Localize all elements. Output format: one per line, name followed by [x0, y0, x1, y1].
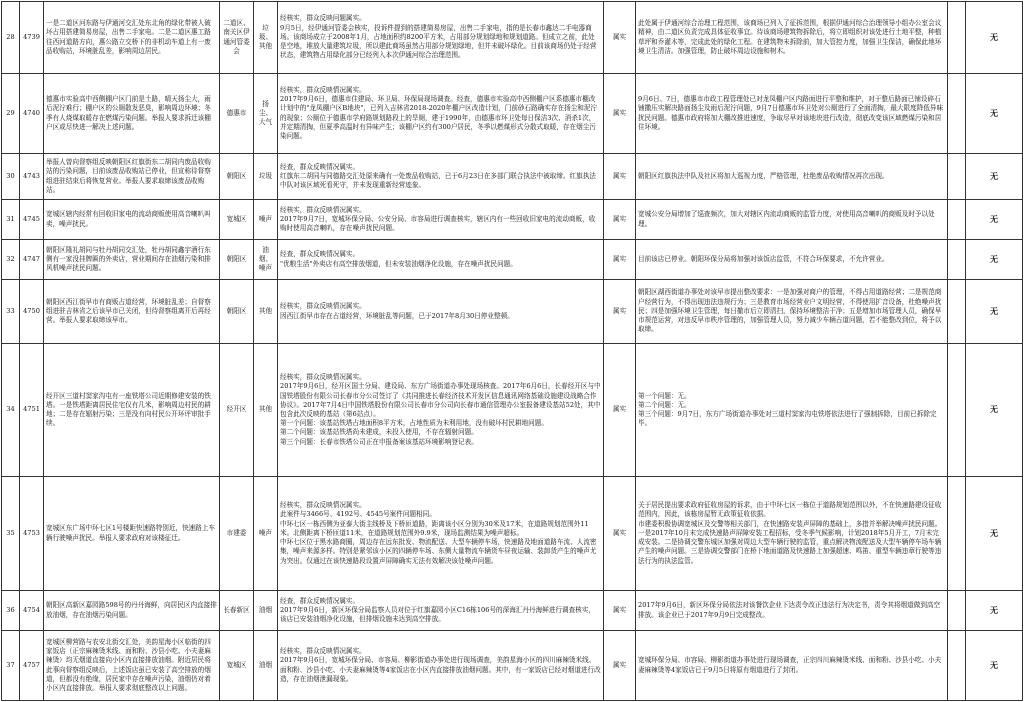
responsible-area: 宽城区 [220, 200, 254, 240]
row-number: 36 [2, 591, 20, 631]
extra-column [948, 631, 966, 701]
table-row [2, 280, 1023, 344]
table-row [2, 344, 1023, 477]
pollution-type: 噪声 [254, 200, 278, 240]
table-row [2, 477, 1023, 591]
rectification-actions: 2017年9月6日，新区环保分局依法对该餐饮企业下达责令改正违法行为决定书，责令其将烟道做到高空排放。该企业已于2017年9月9日完成整改。 [636, 591, 948, 631]
complaint-table [1, 1, 1023, 701]
table-row [2, 2, 1023, 74]
truth-status: 属实 [604, 240, 636, 280]
rectification-actions: 目前该店已停业。朝阳环保分局将加强对该饭店监管，不符合环保要求，不允许营业。 [636, 240, 948, 280]
investigation-findings: 经查，群众反映情况属实。 "优粮生活"外卖店有高空排放烟道，但未安装油烟净化设施，存在噪声扰民问题。 [278, 240, 604, 280]
pollution-type: 油烟、噪声 [254, 240, 278, 280]
extra-column [948, 344, 966, 477]
complaint-description: 一是二道区河东路与伊通河交汇处东北角的绿化带被人破坏占用搭建简易房屋，出售二手家电。二是二道区惠工路往西河道路方向，惠公路立交桥下的非机动车道上有一废品收购站，环境脏乱差，影响周边居民。 [44, 2, 220, 74]
extra-column [948, 280, 966, 344]
case-id: 4757 [20, 631, 44, 701]
case-id: 4751 [20, 344, 44, 477]
case-id: 4747 [20, 240, 44, 280]
complaint-description: 举报人曾向督察组反映朝阳区红旗街东二胡同内废品收购站的污染问题，目前该废品收购站已停业，但宣称待督察组进驻结束后将恢复营业。举报人要求取缔该废品收购站。 [44, 154, 220, 200]
investigation-findings: 经查，群众反映情况属实。 2017年9月6日，新区环保分局监察人员对位于红旗嘉园小区C16栋106号的深海汇丹丹海鲜进行调查核实，该店已安装油烟净化设施，但排烟设施未达到高空排放。 [278, 591, 604, 631]
rectification-actions: 第一个问题：无。 第二个问题：无。 第三个问题：9月7日，东方广场街道办事处对三道村窦家沟屯铁塔依法进行了强制拆除，目前已拆除完毕。 [636, 344, 948, 477]
pollution-type: 垃圾、其他 [254, 2, 278, 74]
row-number: 37 [2, 631, 20, 701]
case-id: 4750 [20, 280, 44, 344]
rectification-actions: 关于居民提出要求政府征收房屋的诉求，由于中环七区一栋位于道路规划范围以外，不在快速路建设征收范围内，因此，该栋房屋暂无政策征收依据。 市建委积极协调宽城区及交警等相关部门，在快速路安装声屏障的基础上，多措并举解决噪声扰民问题。一是2017年10月末完成快速路声屏障安装工程招标，受冬季气候影响，计划2018年5月开工，7月末完成安装。二是协调交警东城区加强对周边大型车辆行驶的监管，重点解决物流配送及大型车辆停车场车辆产生的噪声问题。三是协调交警部门在桥下地面道路及快速路上加强超速、鸣笛、重型车辆违章行驶等违法行为的执法监管。 [636, 477, 948, 591]
investigation-findings: 经核实，群众反映情况属实。 因西江街早市存在占道经营，环境脏乱等问题，已于2017年8月30日停业整顿。 [278, 280, 604, 344]
table-row [2, 591, 1023, 631]
truth-status: 属实 [604, 631, 636, 701]
responsible-area: 德惠市 [220, 74, 254, 154]
rectification-actions: 9月6日、7日，德惠市市政工程管理处已对龙凤棚户区内路面进行平整和维护，对于整后路面已铺设碎石铺撒压实解决路面扬尘及雨后泥泞问题，9月7日德惠市环卫处对公厕进行了全面清掏，最大限度降低异味扰民问题。德惠市政府将加大棚改推进速度，争取尽早对该地块进行改造，彻底改变该区域燃煤污染和居住环境。 [636, 74, 948, 154]
truth-status: 属实 [604, 344, 636, 477]
pollution-type: 噪声 [254, 477, 278, 591]
truth-status: 属实 [604, 280, 636, 344]
accountability-result: 无 [966, 74, 1023, 154]
truth-status: 属实 [604, 200, 636, 240]
complaint-description: 朝阳区西江街早市有商贩占道经营，环境脏乱差；自督察组进驻吉林省之后该早市已关闭，但待督察组离开后再经营。举报人要求取缔该早市。 [44, 280, 220, 344]
investigation-findings: 经核实，群众反映情况属实。 2017年9月7日，宽城环保分局、公安分局、市容局进行调查核实，辖区内有一些回收旧家电的流动商贩，收购时使用高音喇叭，存在噪声扰民问题。 [278, 200, 604, 240]
extra-column [948, 74, 966, 154]
table-row [2, 631, 1023, 701]
pollution-type: 垃圾 [254, 154, 278, 200]
rectification-actions: 宽城环保分局、市容局、柳影街道办事处进行现场调查，正宗四川麻辣烫米线、面和粉、沙县小吃、小夫妻麻辣烫等4家饭店已于9月5日将原有烟道进行了封闭。 [636, 631, 948, 701]
complaint-description: 宽城区东广场中环七区1号楼距快速路特别近，快速路上车辆行驶噪声扰民。举报人要求政府对该楼征迁。 [44, 477, 220, 591]
rectification-actions: 朝阳区红旗执法中队及社区将加大巡视力度，严格管理，杜绝废品收购情况再次出现。 [636, 154, 948, 200]
responsible-area: 朝阳区 [220, 154, 254, 200]
investigation-findings: 经核实，群众反映情况属实。 2017年9月6日，宽城环保分局、市容局、柳影街道办事处进行现场调查，美韵星海小区的四川麻辣烫米线、面和粉、沙县小吃、小夫妻麻辣烫等4家饭店在小区内直接排放油烟问题。其中，有一家饭店已经对烟道进行改造，存在油烟泄漏现象。 [278, 631, 604, 701]
truth-status: 属实 [604, 154, 636, 200]
pollution-type: 油烟 [254, 591, 278, 631]
case-id: 4740 [20, 74, 44, 154]
table-row [2, 200, 1023, 240]
investigation-findings: 经核实，群众反映问题属实。 9月5日，经伊通河管委会核实，投诉件提到的搭建简易房屋，出售二手家电，指的是长春市鑫达二手电器商场。该商场成立于2008年1月，占地面积约8200平方米，占用部分规划绿地和规划道路。但成立之前，此处是空地，堆放大量建筑垃圾，所以建此商场虽然占用部分规划绿地，但并未破坏绿化。目前该商场仍处于经营状态，建筑物占用绿化部分已经列入本次伊通河综合治理范围。 [278, 2, 604, 74]
row-number: 32 [2, 240, 20, 280]
table-row [2, 74, 1023, 154]
accountability-result: 无 [966, 344, 1023, 477]
extra-column [948, 477, 966, 591]
row-number: 30 [2, 154, 20, 200]
complaint-description: 经开区三道村窦家沟屯有一座铁塔公司近期修建安装的铁塔。一是铁塔距离居民住宅仅有几米，影响周边村民的耕地；二是存在辐射污染；三是没有向村民公开环评审批手续。 [44, 344, 220, 477]
truth-status: 属实 [604, 591, 636, 631]
extra-column [948, 154, 966, 200]
responsible-area: 经开区 [220, 344, 254, 477]
accountability-result: 无 [966, 631, 1023, 701]
case-id: 4743 [20, 154, 44, 200]
responsible-area: 市建委 [220, 477, 254, 591]
investigation-findings: 经核实，群众反映情况属实。 2017年9月6日，经开区国土分局、建设局、东方广场街道办事处现场核查。2017年6月6日，长春经开区与中国铁塔股份有限公司长春市分公司签订了《共同推进长春经济技术开发区信息通讯网络基础设施建设战略合作协议》。2017年7月4日中国铁塔股份有限公司长春市分公司向长春市通信管理办公室报备建设基站52处，其中包含此次反映的基站（第6站点）。 第一个问题：该基站铁塔占地面积8平方米，占地性质为未利用地，没有破坏村民耕地问题。 第二个问题：该基站铁塔尚未建成，未投入使用，不存在辐射问题。 第三个问题：长春市铁塔公司正在申报备案该基站环境影响登记表。 [278, 344, 604, 477]
responsible-area: 宽城区 [220, 631, 254, 701]
accountability-result: 无 [966, 154, 1023, 200]
extra-column [948, 240, 966, 280]
extra-column [948, 200, 966, 240]
complaint-description: 宽城区柳营路与农安北街交汇处，美韵星海小区临街的四家饭店（正宗麻辣烫米线、面和粉、沙县小吃、小夫妻麻辣烫）均无烟道直接向小区内直接排放油烟。附近居民将此事向督察组反映后，上述饭店虽已安装了高空排放的烟道，但都没有绝缘，居民家中存在噪声污染，油烟仍对着小区内直接排放。举报人要求彻底整改以上问题。 [44, 631, 220, 701]
row-number: 33 [2, 280, 20, 344]
responsible-area: 长春新区 [220, 591, 254, 631]
table-row [2, 154, 1023, 200]
row-number: 28 [2, 2, 20, 74]
responsible-area: 朝阳区 [220, 240, 254, 280]
truth-status: 属实 [604, 74, 636, 154]
pollution-type: 油烟 [254, 631, 278, 701]
accountability-result: 无 [966, 240, 1023, 280]
accountability-result: 无 [966, 2, 1023, 74]
row-number: 35 [2, 477, 20, 591]
case-id: 4739 [20, 2, 44, 74]
investigation-findings: 经核实，群众反映情况属实。 2017年9月6日，德惠市住建局、环卫局、环保局现场调查。经查，德惠市实验高中西侧棚户区系德惠市棚改计划中的"龙凤棚户区B地块"，已列入吉林省2018-2020年棚户区改造计划，门前砂石路确实存在扬尘和泥泞的现象；公厕位于德惠市学府路规划路段上的旱厕，建于1990年，由德惠市环卫处每日保洁3次、消杀1次，并定期清掏，但夏季高温时有异味产生；该棚户区约有300户居民，冬季以燃煤形式分散式取暖，存在烟尘污染问题。 [278, 74, 604, 154]
case-id: 4754 [20, 591, 44, 631]
accountability-result: 无 [966, 280, 1023, 344]
pollution-type: 扬尘、大气 [254, 74, 278, 154]
table-row [2, 240, 1023, 280]
row-number: 31 [2, 200, 20, 240]
case-id: 4753 [20, 477, 44, 591]
rectification-actions: 宽城公安分局增加了巡查频次，加大对辖区内流动商贩的监管力度，对使用高音喇叭的商贩及时予以处理。 [636, 200, 948, 240]
rectification-actions: 此处属于伊通河综合治理工程范围，该商场已列入了征拆范围，根据伊通河综合治理领导小组办公室会议精神，由二道区负责完成具体征收事宜。待该商场建筑物拆除后，将立即组织对该处进行土地平整，种植草坪和乔灌木等，完成此处的绿化工程。在建筑物未拆除前，加大管控力度，加强卫生保洁，确保此地环境卫生清洁。加强管理，防止破坏周边设施和树木。 [636, 2, 948, 74]
accountability-result: 无 [966, 591, 1023, 631]
truth-status: 属实 [604, 2, 636, 74]
accountability-result: 无 [966, 200, 1023, 240]
row-number: 29 [2, 74, 20, 154]
extra-column [948, 2, 966, 74]
pollution-type: 其他 [254, 344, 278, 477]
pollution-type: 其他 [254, 280, 278, 344]
rectification-actions: 朝阳区湖西街道办事处对该早市提出整改要求：一是加强对商户的管理，不得占用道路经营；二是规范商户经营行为，不得出现违法违规行为；三是教育市场经营业户文明经营，不得使用扩音设备，杜绝噪声扰民；四是加强环境卫生管理，每日撤市后立即清扫，保持环境整洁干净；五是增加市场管理人员，确保早市规范运营，对违反早市秩序管理的，加强管理人员，努力减少车辆占道问题，若不能整改到位，将予以取缔。 [636, 280, 948, 344]
responsible-area: 朝阳区 [220, 280, 254, 344]
complaint-description: 朝阳区隆礼胡同与牡丹胡同交汇处，牡丹胡同鑫宇酒行东侧有一家没挂牌匾的外卖店，营业期间存在油烟污染和排风机噪声扰民问题。 [44, 240, 220, 280]
extra-column [948, 591, 966, 631]
responsible-area: 二道区、南关区伊通河管委会 [220, 2, 254, 74]
investigation-findings: 经核实，群众反映情况属实。 此案件与3466号、4192号、4545号案件问题相同。 中环七区一栋西侧为亚泰大街主线桥及下桥匝道路，距离该小区分别为30米及17米，在道路规划范围外11米。北侧距离下桥匝道11米，在道路规划范围外9.9米，现场监测结果为噪声超标。 中环七区位于黑水路商圈，周边存在远东批发、物流配送、大型车辆停车场，快速路及地面道路车流、人流密集，噪声来源多样。特别是紧邻该小区的四辆停车场、东侧大量物流车辆货车昼夜运输、装卸货产生的噪声尤为突出。仅通过在该快速路段设置声屏障确实无法有效解决该处噪声问题。 [278, 477, 604, 591]
complaint-description: 宽城区辖内经常有回收旧家电的流动商贩使用高音喇叭叫卖，噪声扰民。 [44, 200, 220, 240]
complaint-description: 德惠市实验高中西侧棚户区门前是土路，晴天扬尘大，雨后泥泞难行；棚户区的公厕散发恶臭，影响周边环境；冬季有人烧煤取暖存在燃煤污染问题。举报人要求拆迁该棚户区或尽快进一解决上述问题。 [44, 74, 220, 154]
truth-status: 属实 [604, 477, 636, 591]
investigation-findings: 经查，群众反映情况属实。 红旗东二胡同与同德路交汇处原来确有一处废品收购站，已于6月23日在多部门联合执法中被取缔。红旗执法中队对该区域死看死守，并未发现重新经营迹象。 [278, 154, 604, 200]
complaint-description: 朝阳区高新区嘉园路598号的丹丹海鲜，向居民区内直接排放油烟，存在油烟污染问题。 [44, 591, 220, 631]
accountability-result: 无 [966, 477, 1023, 591]
row-number: 34 [2, 344, 20, 477]
case-id: 4745 [20, 200, 44, 240]
